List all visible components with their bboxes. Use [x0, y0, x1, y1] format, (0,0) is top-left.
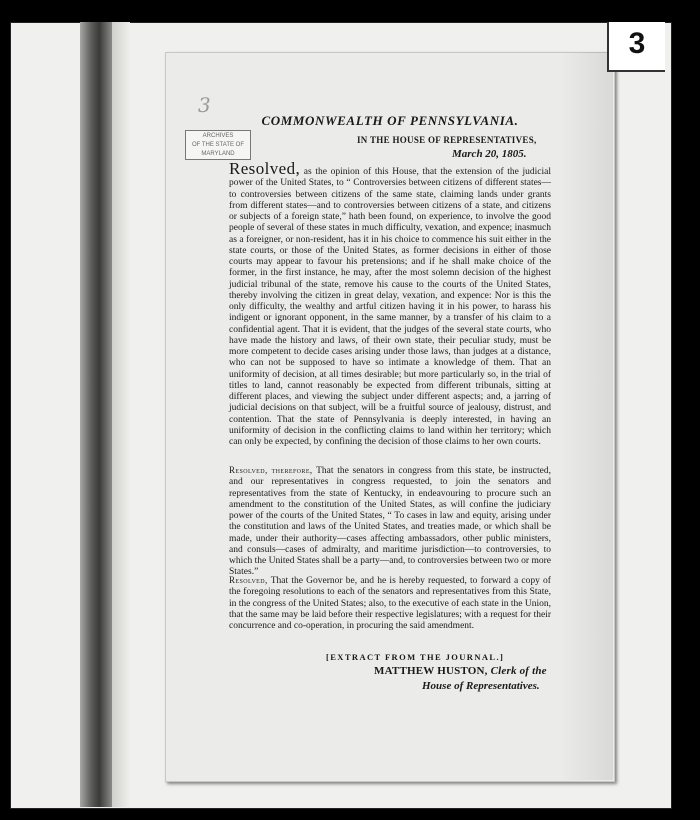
sheet-number: 3 [628, 27, 646, 60]
journal-extract-line: [EXTRACT FROM THE JOURNAL.] [326, 652, 505, 662]
resolution-3-lead: Resolved, [229, 575, 268, 585]
resolution-3-text: That the Governor be, and he is hereby requested, to forward a copy of the foregoing resolutions to each of the senators and representatives from this State, in the congress of the United States; also, to the executive of each state in the Union, that the same may be laid before their respective legislatures; with a request for their concurrence and co-operation, in procuring the said amendment. [229, 576, 551, 631]
resolution-paragraph-3 [229, 575, 551, 632]
resolution-1-lead: Resolved, [229, 159, 301, 178]
clerk-house: House of Representatives. [422, 680, 540, 692]
pencil-mark: 3 [198, 93, 211, 117]
clerk-signature [374, 665, 547, 677]
clerk-title: Clerk of the [490, 665, 547, 677]
stamp-line-1: ARCHIVES [202, 133, 234, 139]
clerk-name: MATTHEW HUSTON, [374, 665, 488, 677]
resolution-2-lead: Resolved, therefore, [229, 465, 313, 475]
house-heading: IN THE HOUSE OF REPRESENTATIVES, [357, 135, 537, 145]
sheet-number-tag [607, 22, 665, 72]
stamp-line-3: MARYLAND [201, 151, 235, 157]
resolution-paragraph-2 [229, 465, 551, 579]
binding-spine [80, 22, 112, 807]
resolution-paragraph-1 [229, 159, 552, 448]
stamp-line-2: OF THE STATE OF [191, 142, 244, 148]
binding-edge [112, 22, 130, 807]
resolution-1-text: as the opinion of this House, that the extension of the judicial power of the United States, to “ Controversies between citizens of different states—to controversies between citizens of the same state, claiming lands under grants from different states—and to controversies between citizens of a state, and citizens or subjects of a foreign state,” hath been found, on experience, to involve the good people of several of these states in much difficulty, vexation, and expence; inasmuch as a foreigner, or non-resident, has it in his choice to commence his suit either in the state courts, or those of the United States, as former decisions in either of those courts may appear to favour his pretensions; and if he shall make choice of the former, in the first instance, he may, after the most solemn decision of the highest judicial tribunal of the state, remove his cause to the courts of the United States, thereby involving the citizen in great delay, vexation, and expence: Nor is this the only difficulty, the wealthy and artful citizen having it in his power, to harass his indigent or ignorant opponent, in the same manner, by a transfer of his claim to a confidential agent. That it is evident, that the judges of the several state courts, who have made the history and laws, of their own state, their peculiar study, must be more competent to decide cases arising under those laws, than judges at a distance, who can not be supposed to have so intimate a knowledge of them. That an uniformity of decision, at all times desirable; but more particularly so, in the trial of titles to land, cannot reasonably be expected from different tribunals, sitting at different places, and viewing the subject under different aspects; and, a jarring of judicial decisions on that subject, will be a fruitful source of jealousy, distrust, and contention. That the state of Pennsylvania is deeply interested, in having an uniformity of decision in the conflicting claims to land within her territory; which can only be expected, by confining the decision of those claims to her own courts. [229, 167, 552, 447]
archives-stamp [185, 130, 251, 160]
resolution-2-text: That the senators in congress from this state, be instructed, and our representatives in congress requested, to join the senators and representatives from the state of Kentucky, in endeavouring to procure such an amendment to the constitution of the United States, as will confine the judiciary power of the courts of the United States, “ To cases in law and equity, arising under the constitution and laws of the United States, and treaties made, or which shall be made, under their authority—cases affecting ambassadors, other public ministers, and consuls—cases of admiralty, and maritime jurisdiction—to controversies, to which the United States shall be a party—and, to controversies between two or more States.” [229, 466, 551, 578]
document-date: March 20, 1805. [452, 148, 527, 160]
document-title: COMMONWEALTH OF PENNSYLVANIA. [261, 113, 519, 128]
